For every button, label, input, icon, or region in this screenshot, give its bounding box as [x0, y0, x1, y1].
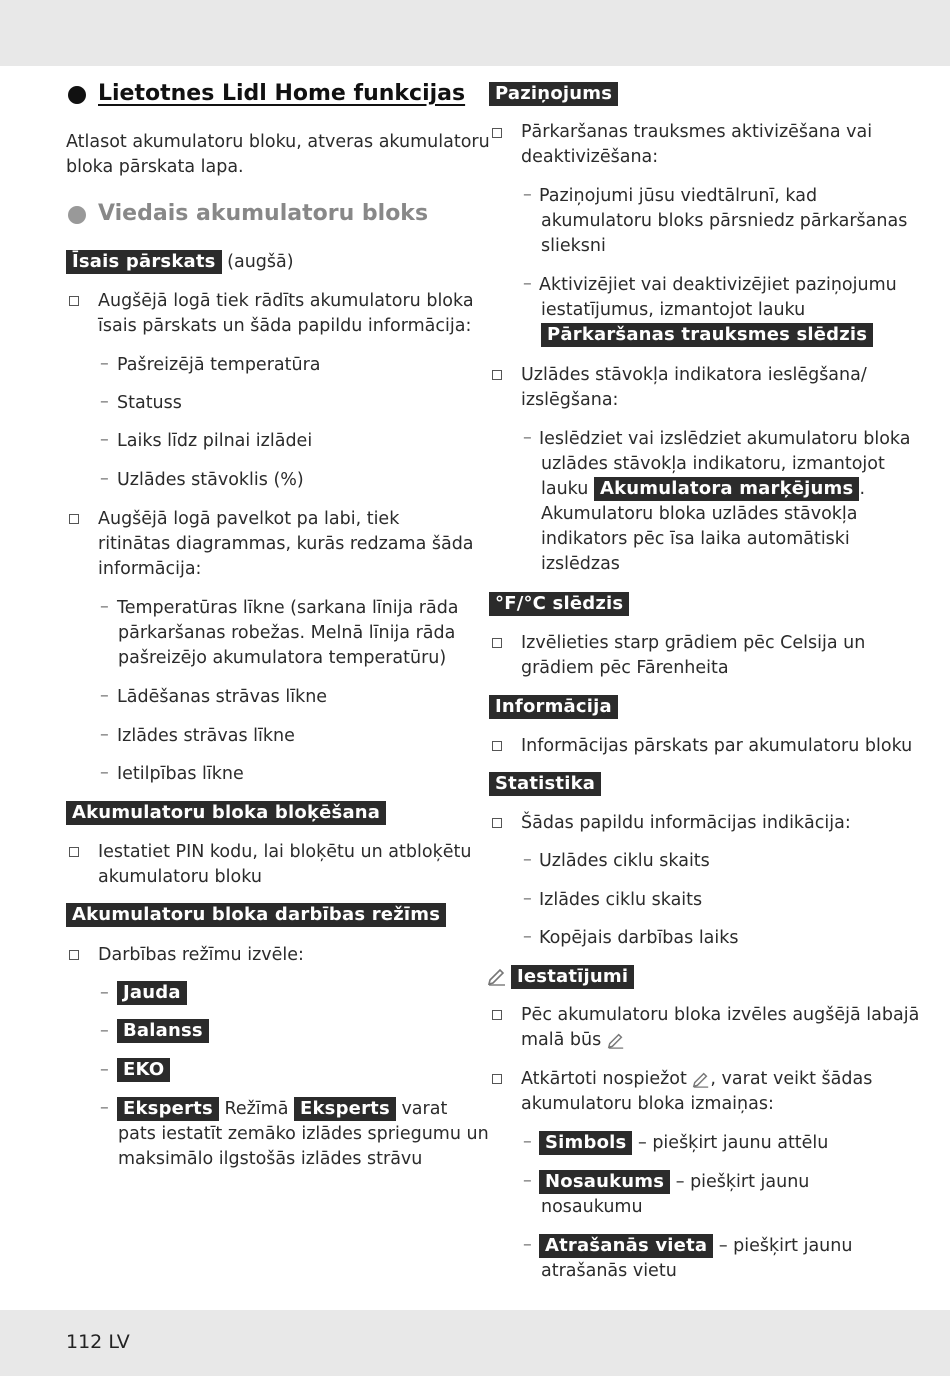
dash-icon: – [523, 185, 532, 205]
list-item: Ietilpības līkne [117, 764, 244, 784]
list-item: Statuss [117, 393, 182, 413]
symbol-label: Simbols [539, 1131, 632, 1155]
bullet-text: Uzlādes stāvokļa indikatora ieslēgšana/ [521, 365, 867, 385]
bullet-text: Pārkaršanas trauksmes aktivizēšana vai [521, 122, 873, 142]
set2-text-end: , varat veikt šādas [710, 1069, 873, 1089]
info-heading [489, 695, 618, 720]
list-item: Laiks līdz pilnai izlādei [117, 431, 313, 451]
list-item: iestatījumus, izmantojot lauku [541, 300, 806, 320]
checkbox-icon [492, 818, 502, 828]
bullet-text: akumulatoru bloka izmaiņas: [521, 1094, 774, 1114]
notif-label: Paziņojums [489, 82, 618, 106]
list-item [539, 1170, 809, 1195]
dash-icon: – [523, 1171, 532, 1191]
checkbox-icon [492, 1074, 502, 1084]
location-label: Atrašanās vieta [539, 1234, 713, 1258]
name-text: – piešķirt jaunu [675, 1172, 810, 1192]
bullet-text: informācija: [98, 559, 202, 579]
mode-item [117, 981, 187, 1006]
checkbox-icon [492, 128, 502, 138]
list-item: Akumulatoru bloka uzlādes stāvokļa [541, 504, 858, 524]
fc-switch-label: °F/°C slēdzis [489, 592, 629, 616]
dash-icon: – [523, 850, 532, 870]
dash-icon: – [100, 686, 109, 706]
checkbox-icon [492, 1010, 502, 1020]
list-item: Izlādes strāvas līkne [117, 726, 295, 746]
checkbox-icon [492, 741, 502, 751]
list-item: slieksni [541, 236, 606, 256]
dash-icon: – [523, 428, 532, 448]
bullet-text: grādiem pēc Fārenheita [521, 658, 729, 678]
set1-text: malā būs [521, 1030, 602, 1050]
dash-icon: – [523, 927, 532, 947]
list-item: akumulatoru bloks pārsniedz pārkaršanas [541, 211, 908, 231]
dash-icon: – [100, 983, 109, 1003]
info-label: Informācija [489, 695, 618, 719]
location-text: – piešķirt jaunu [718, 1236, 853, 1256]
bullet-text [521, 1067, 872, 1092]
bullet-text: Šādas papildu informācijas indikācija: [521, 813, 851, 833]
mode-item [117, 1019, 209, 1044]
list-item: Paziņojumi jūsu viedtālrunī, kad [539, 186, 818, 206]
page-heading: Lietotnes Lidl Home funkcijas [98, 81, 466, 106]
expert-mid-text: Režīmā [224, 1099, 289, 1119]
list-item: indikators pēc īsa laika automātiski [541, 529, 850, 549]
dash-icon: – [100, 725, 109, 745]
expert-end-text: varat [401, 1099, 448, 1119]
name-label: Nosaukums [539, 1170, 670, 1194]
fc-heading [489, 592, 629, 617]
checkbox-icon [492, 638, 502, 648]
mode-jauda-label: Jauda [117, 981, 187, 1005]
checkbox-icon [69, 296, 79, 306]
list-item: izslēdzas [541, 554, 620, 574]
dash-icon: – [100, 469, 109, 489]
bullet-dot-icon [68, 206, 86, 224]
set2-text: Atkārtoti nospiežot [521, 1069, 687, 1089]
dash-icon: – [100, 763, 109, 783]
intro-line: Atlasot akumulatoru bloku, atveras akumulatoru [66, 132, 490, 152]
settings-heading [511, 965, 634, 990]
page-lang: LV [108, 1331, 130, 1353]
bullet-text: Augšējā logā tiek rādīts akumulatoru bloka [98, 291, 474, 311]
bullet-text: Informācijas pārskats par akumulatoru bloku [521, 736, 913, 756]
pencil-icon [487, 966, 507, 986]
dash-icon: – [100, 1098, 109, 1118]
pencil-icon [692, 1070, 710, 1088]
bullet-text: deaktivizēšana: [521, 147, 659, 167]
bullet-text: Augšējā logā pavelkot pa labi, tiek [98, 509, 400, 529]
list-item: Pašreizējā temperatūra [117, 355, 321, 375]
checkbox-icon [492, 370, 502, 380]
dash-icon: – [523, 1235, 532, 1255]
list-item: nosaukumu [541, 1197, 643, 1217]
intro-line: bloka pārskata lapa. [66, 157, 244, 177]
bullet-text: izslēgšana: [521, 390, 619, 410]
bullet-text: akumulatoru bloku [98, 867, 262, 887]
pencil-icon [607, 1031, 625, 1049]
dash-icon: – [100, 430, 109, 450]
bullet-text: Pēc akumulatoru bloka izvēles augšējā labajā [521, 1005, 920, 1025]
checkbox-icon [69, 514, 79, 524]
settings-label: Iestatījumi [511, 965, 634, 989]
list-item: uzlādes stāvokļa indikatoru, izmantojot [541, 454, 885, 474]
bullet-text [521, 1028, 625, 1053]
bullet-text: Iestatiet PIN kodu, lai bloķētu un atbloķētu [98, 842, 472, 862]
symbol-text: – piešķirt jaunu attēlu [638, 1133, 829, 1153]
dash-icon: – [523, 1132, 532, 1152]
mode-item [117, 1097, 447, 1122]
list-item: pašreizējo akumulatora temperatūru) [118, 648, 447, 668]
list-item: Izlādes ciklu skaits [539, 890, 703, 910]
page-number-value: 112 [66, 1331, 103, 1353]
overheat-switch-label: Pārkaršanas trauksmes slēdzis [541, 323, 873, 347]
list-item: Ieslēdziet vai izslēdziet akumulatoru bloka [539, 429, 911, 449]
period: . [859, 479, 866, 499]
checkbox-icon [69, 847, 79, 857]
bullet-text: Darbības režīmu izvēle: [98, 945, 304, 965]
list-item: Uzlādes ciklu skaits [539, 851, 710, 871]
stat-label: Statistika [489, 772, 601, 796]
dash-icon: – [523, 889, 532, 909]
list-item: Aktivizējiet vai deaktivizējiet paziņojumu [539, 275, 897, 295]
dash-icon: – [523, 274, 532, 294]
bullet-text: īsais pārskats un šāda papildu informācija: [98, 316, 472, 336]
checkbox-icon [69, 950, 79, 960]
field-word: lauku [541, 479, 589, 499]
notif-heading [489, 82, 618, 107]
stat-heading [489, 772, 601, 797]
dash-icon: – [100, 354, 109, 374]
bullet-text: Izvēlieties starp grādiem pēc Celsija un [521, 633, 866, 653]
list-item [539, 1131, 828, 1156]
list-item: Kopējais darbības laiks [539, 928, 739, 948]
short-overview-heading [66, 250, 294, 275]
lock-heading [66, 801, 386, 826]
list-item: Temperatūras līkne (sarkana līnija rāda [117, 598, 459, 618]
mode-eksperts-label: Eksperts [117, 1097, 219, 1121]
lock-label: Akumulatoru bloka bloķēšana [66, 801, 386, 825]
short-overview-suffix: (augšā) [227, 252, 294, 272]
dash-icon: – [100, 597, 109, 617]
dash-icon: – [100, 1060, 109, 1080]
list-item: pārkaršanas robežas. Melnā līnija rāda [118, 623, 456, 643]
list-item [541, 323, 873, 348]
mode-item [117, 1058, 170, 1083]
bullet-text: ritinātas diagrammas, kurās redzama šāda [98, 534, 474, 554]
mode-label: Akumulatoru bloka darbības režīms [66, 903, 446, 927]
bullet-dot-icon [68, 86, 86, 104]
mode-balanss-label: Balanss [117, 1019, 209, 1043]
list-item [541, 477, 865, 502]
list-item: maksimālo ilgstošās izlādes strāvu [118, 1149, 423, 1169]
list-item [539, 1234, 852, 1259]
list-item: pats iestatīt zemāko izlādes spriegumu un [118, 1124, 489, 1144]
list-item: atrašanās vietu [541, 1261, 677, 1281]
page-number [66, 1331, 130, 1353]
section-heading: Viedais akumulatoru bloks [98, 201, 429, 226]
mode-eko-label: EKO [117, 1058, 170, 1082]
short-overview-label: Īsais pārskats [66, 250, 222, 274]
top-band [0, 0, 950, 66]
mode-heading [66, 903, 446, 928]
list-item: Lādēšanas strāvas līkne [117, 687, 328, 707]
mode-eksperts-label: Eksperts [294, 1097, 396, 1121]
battery-marking-label: Akumulatora marķējums [594, 477, 859, 501]
list-item: Uzlādes stāvoklis (%) [117, 470, 304, 490]
dash-icon: – [100, 1021, 109, 1041]
bottom-band [0, 1310, 950, 1376]
dash-icon: – [100, 392, 109, 412]
